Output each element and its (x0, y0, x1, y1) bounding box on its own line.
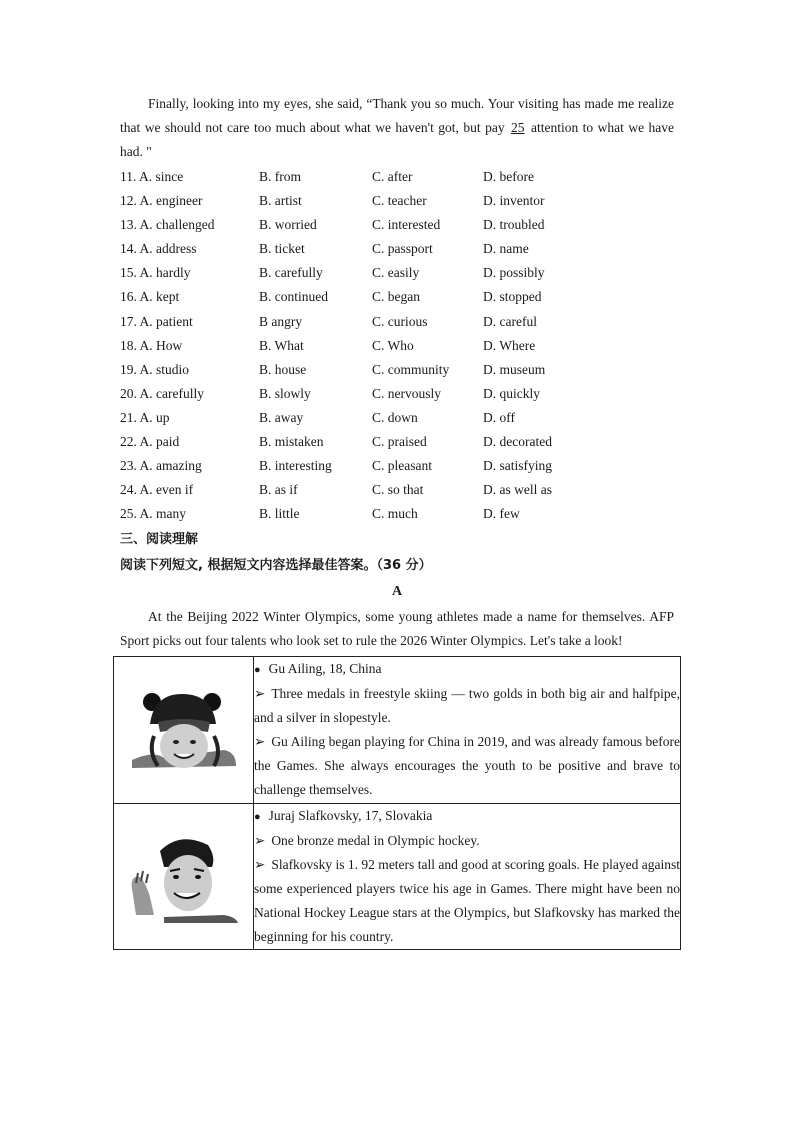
option-d: D. careful (483, 313, 537, 329)
option-a: 23. A. amazing (120, 458, 202, 474)
bullet-dot-icon: ● (254, 664, 261, 676)
option-d: D. Where (483, 337, 536, 353)
option-a: 19. A. studio (120, 361, 190, 377)
athlete-info-cell (254, 804, 681, 950)
option-c: C. began (372, 289, 420, 305)
option-a: 15. A. hardly (120, 265, 191, 281)
option-row (120, 358, 680, 382)
passage-letter: A (391, 584, 403, 599)
gu-ailing-photo (124, 680, 244, 780)
option-row (120, 310, 680, 334)
option-b: B. slowly (259, 385, 311, 401)
section-title: 三、阅读理解 (120, 532, 199, 547)
athlete-point-text: Three medals in freestyle skiing — two golds in both big air and halfpipe, and a silver in slopestyle. (254, 686, 680, 725)
option-d: D. name (483, 241, 529, 257)
option-a: 25. A. many (120, 506, 186, 522)
arrow-bullet-icon: ➢ (254, 857, 266, 872)
bullet-dot-icon: ● (254, 811, 261, 823)
option-b: B. worried (259, 217, 317, 233)
option-row (120, 213, 680, 237)
passage-intro: At the Beijing 2022 Winter Olympics, some young athletes made a name for themselves. AFP Sport picks out four talents who look set to rule the 2026 Winter Olympics. Let's take a look! (120, 609, 674, 648)
option-c: C. so that (372, 482, 424, 498)
option-d: D. as well as (483, 482, 552, 498)
option-d: D. stopped (483, 289, 542, 305)
option-d: D. decorated (483, 434, 552, 450)
athlete-point-text: One bronze medal in Olympic hockey. (271, 833, 480, 848)
option-row (120, 261, 680, 285)
option-b: B. mistaken (259, 434, 324, 450)
option-a: 12. A. engineer (120, 193, 203, 209)
athlete-photo-cell (114, 657, 254, 804)
options-list (120, 165, 680, 526)
athlete-row (114, 804, 681, 950)
option-row (120, 382, 680, 406)
option-a: 16. A. kept (120, 289, 180, 305)
athlete-row (114, 657, 681, 804)
option-d: D. quickly (483, 385, 540, 401)
intro-text-after: attention to what we have had. " (120, 120, 674, 159)
option-b: B. from (259, 169, 301, 184)
option-d: D. inventor (483, 193, 545, 209)
option-row (120, 237, 680, 261)
option-d: D. satisfying (483, 458, 552, 474)
option-c: C. pleasant (372, 458, 432, 474)
option-b: B. as if (259, 482, 298, 498)
option-b: B. away (259, 409, 304, 425)
option-row (120, 502, 680, 526)
blank-number: 25 (511, 120, 525, 135)
option-b: B. What (259, 337, 304, 353)
option-a: 18. A. How (120, 337, 183, 353)
option-b: B angry (259, 313, 303, 329)
option-row (120, 454, 680, 478)
athlete-photo-cell (114, 804, 254, 950)
juraj-slafkovsky-photo (124, 827, 244, 927)
option-c: C. nervously (372, 385, 441, 401)
option-b: B. house (259, 361, 307, 377)
option-c: C. praised (372, 434, 427, 450)
option-c: C. much (372, 506, 418, 522)
athlete-point (254, 853, 680, 949)
option-b: B. ticket (259, 241, 305, 257)
option-b: B. interesting (259, 458, 332, 474)
option-d: D. before (483, 169, 534, 184)
option-a: 17. A. patient (120, 313, 193, 329)
option-c: C. teacher (372, 193, 427, 209)
athlete-point-text: Slafkovsky is 1. 92 meters tall and good at scoring goals. He played against some experienced players twice his age in Games. There might have been no National Hockey League stars at the Olympics, but Slafkovsky has marked the beginning for his country. (254, 857, 680, 944)
option-d: D. few (483, 506, 520, 522)
athlete-info-cell (254, 657, 681, 804)
section-instruction: 阅读下列短文, 根据短文内容选择最佳答案。（36 分） (120, 558, 432, 573)
athlete-name: Gu Ailing, 18, China (268, 661, 382, 676)
option-row (120, 165, 680, 189)
intro-text-before: Finally, looking into my eyes, she said, “Thank you so much. Your visiting has made me realize that we should not care too much about what we haven't got, but pay (120, 96, 674, 135)
option-row (120, 478, 680, 502)
option-c: C. easily (372, 265, 420, 281)
option-row (120, 189, 680, 213)
option-b: B. carefully (259, 265, 323, 281)
athlete-header (254, 804, 680, 829)
option-a: 22. A. paid (120, 434, 180, 450)
arrow-bullet-icon: ➢ (254, 686, 266, 701)
athletes-table (113, 656, 681, 950)
athlete-point-text: Gu Ailing began playing for China in 2019, and was already famous before the Games. She always encourages the youth to be positive and brave to challenge themselves. (254, 734, 680, 797)
option-a: 11. A. since (120, 169, 184, 184)
option-d: D. museum (483, 361, 546, 377)
option-d: D. possibly (483, 265, 545, 281)
option-d: D. troubled (483, 217, 545, 233)
option-a: 21. A. up (120, 409, 170, 425)
option-d: D. off (483, 409, 515, 425)
athlete-point (254, 682, 680, 730)
option-a: 14. A. address (120, 241, 197, 257)
option-a: 20. A. carefully (120, 385, 204, 401)
option-c: C. Who (372, 337, 414, 353)
option-row (120, 285, 680, 309)
athlete-name: Juraj Slafkovsky, 17, Slovakia (268, 808, 433, 823)
option-a: 24. A. even if (120, 482, 194, 498)
option-c: C. down (372, 409, 418, 425)
option-c: C. interested (372, 217, 441, 233)
option-row (120, 334, 680, 358)
option-c: C. community (372, 361, 450, 377)
option-b: B. little (259, 506, 300, 522)
option-b: B. artist (259, 193, 302, 209)
option-c: C. curious (372, 313, 428, 329)
intro-paragraph (120, 92, 674, 164)
option-a: 13. A. challenged (120, 217, 215, 233)
option-row (120, 430, 680, 454)
arrow-bullet-icon: ➢ (254, 734, 266, 749)
option-row (120, 406, 680, 430)
option-c: C. passport (372, 241, 433, 257)
athlete-point (254, 730, 680, 802)
arrow-bullet-icon: ➢ (254, 833, 266, 848)
athlete-header (254, 657, 680, 682)
option-c: C. after (372, 169, 413, 184)
option-b: B. continued (259, 289, 328, 305)
athlete-point (254, 829, 680, 853)
